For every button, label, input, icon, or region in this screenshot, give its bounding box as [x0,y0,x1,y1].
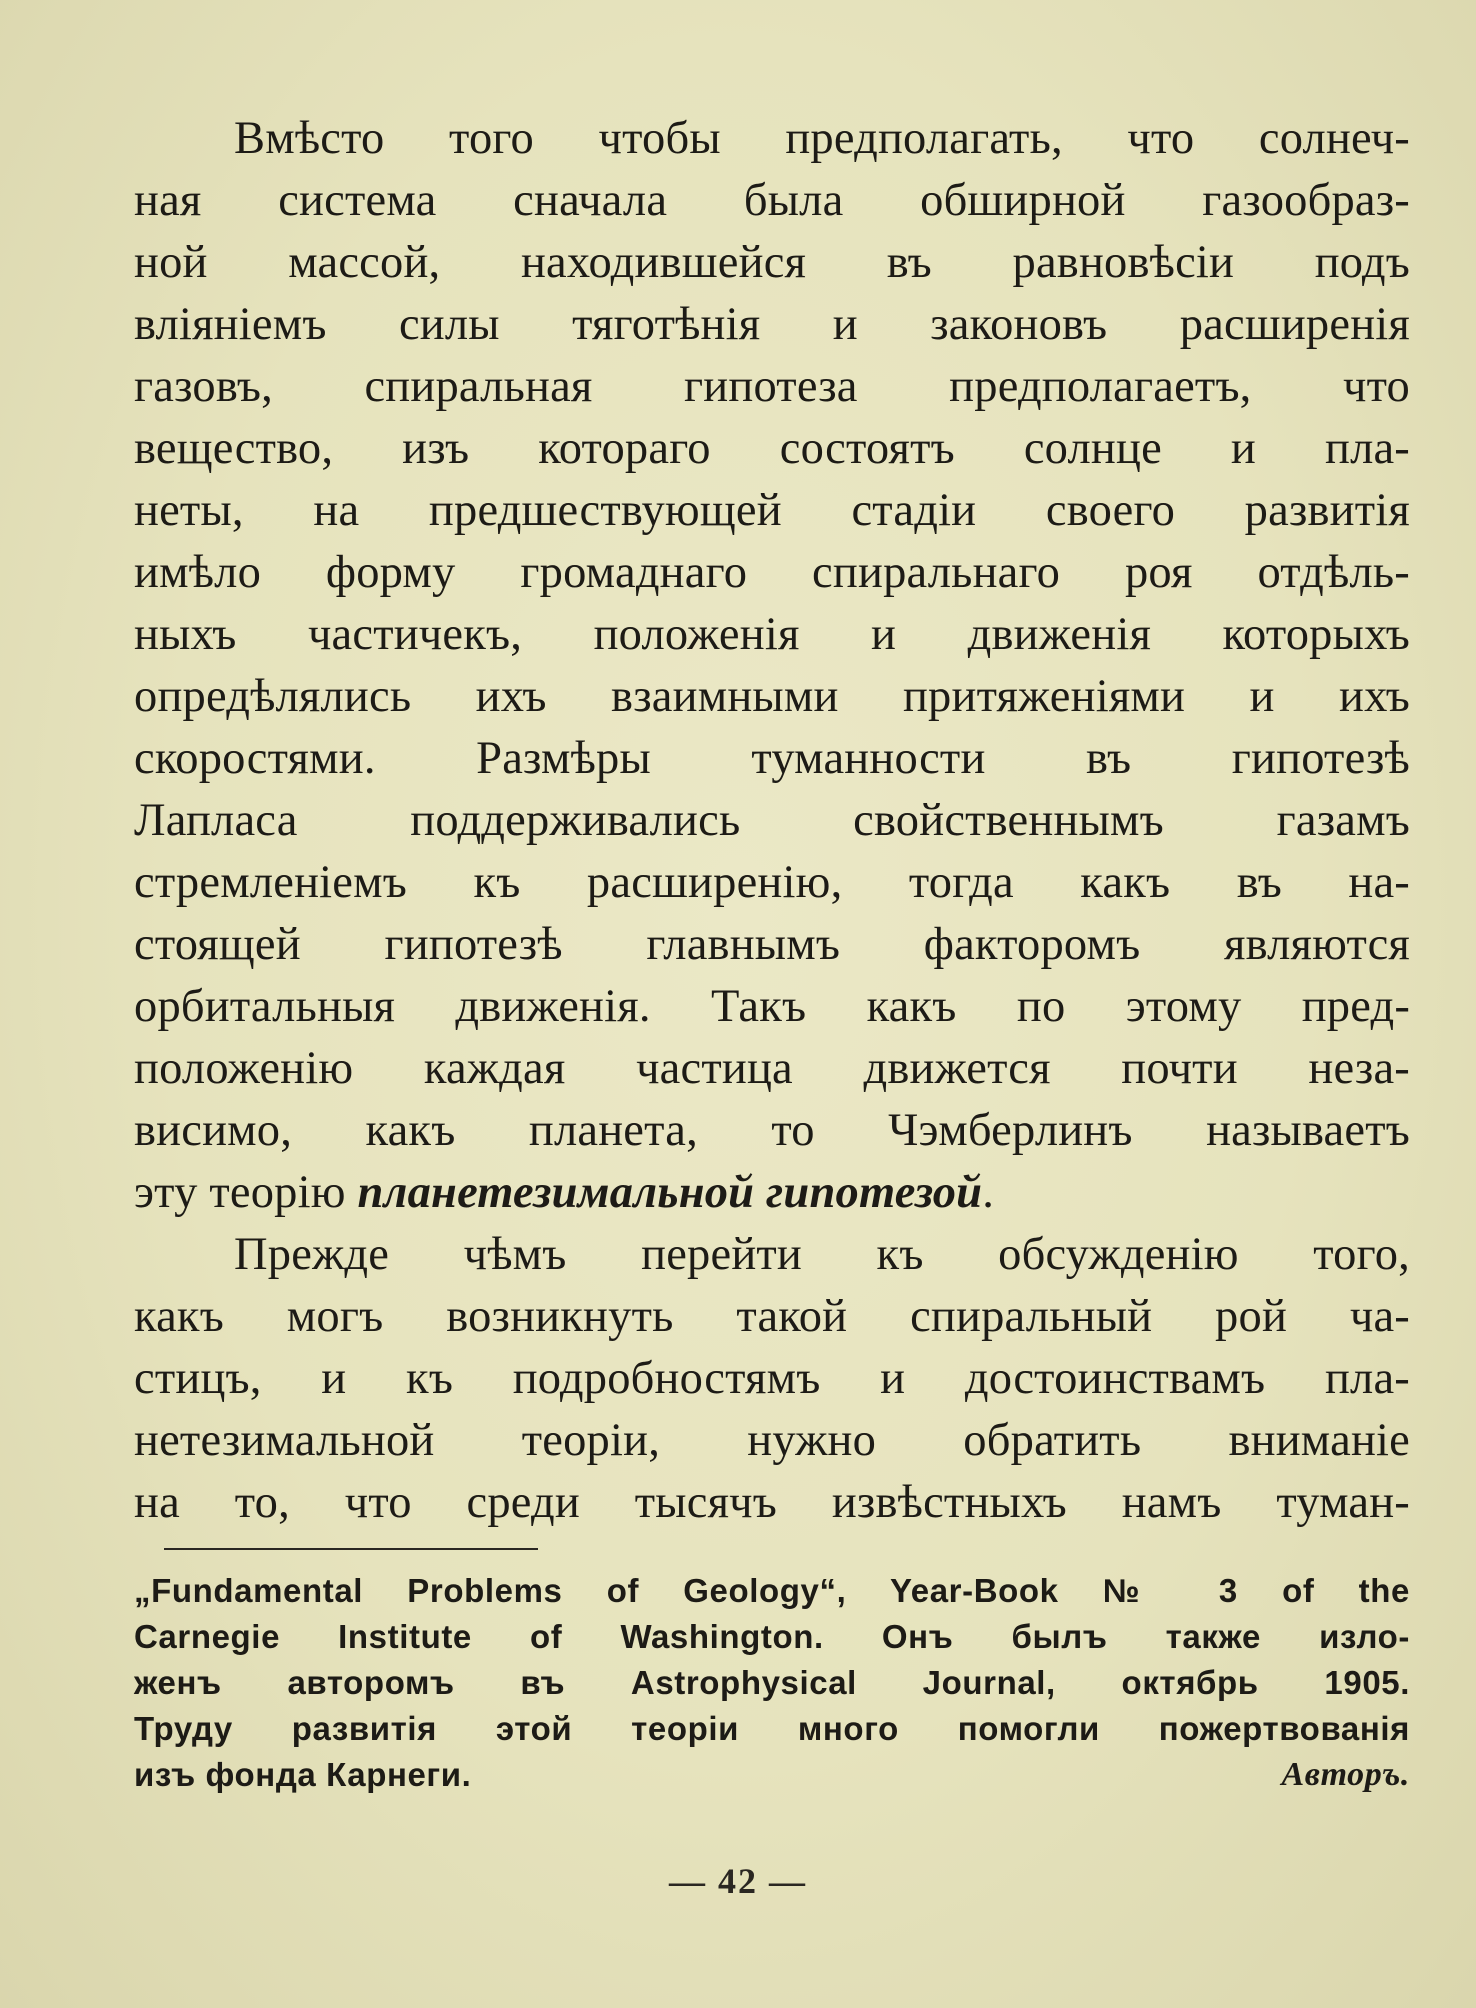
footnote-divider [164,1548,538,1550]
text-column [134,108,1410,1798]
text-line: орбитальныя движенія. Такъ какъ по этому пред- [134,981,1410,1032]
footnote-line: Труду развитія этой теоріи много помогли пожертвованія [134,1710,1410,1747]
text-line: нетезимальной теоріи, нужно обратить вниманіе [134,1415,1410,1466]
text-line: положенію каждая частица движется почти неза- [134,1043,1410,1094]
footnote-line: женъ авторомъ въ Astrophysical Journal, октябрь 1905. [134,1664,1410,1701]
text-prefix: эту теорію [134,1167,358,1218]
text-line: ныхъ частичекъ, положенія и движенія которыхъ [134,609,1410,660]
text-line: стицъ, и къ подробностямъ и достоинствамъ пла- [134,1353,1410,1404]
footnote-text: изъ фонда Карнеги. [134,1756,472,1793]
page-number: — 42 — [669,1861,807,1901]
paragraph-2 [134,1224,1410,1534]
emphasized-term: планетезимальной гипотезой [357,1167,983,1218]
text-line: газовъ, спиральная гипотеза предполагаетъ, что [134,361,1410,412]
footnote [134,1568,1410,1798]
footnote-line: Carnegie Institute of Washington. Онъ былъ также изло- [134,1618,1410,1655]
paragraph-1 [134,108,1410,1224]
text-line: ной массой, находившейся въ равновѣсіи подъ [134,237,1410,288]
text-line: стоящей гипотезѣ главнымъ факторомъ являются [134,919,1410,970]
text-line: Прежде чѣмъ перейти къ обсужденію того, [234,1229,1410,1280]
text-line: стремленіемъ къ расширенію, тогда какъ въ на- [134,857,1410,908]
text-line: опредѣлялись ихъ взаимными притяженіями и ихъ [134,671,1410,722]
text-line: вещество, изъ котораго состоятъ солнце и пла- [134,423,1410,474]
text-line: скоростями. Размѣры туманности въ гипотезѣ [134,733,1410,784]
text-suffix: . [982,1167,995,1218]
text-line: какъ могъ возникнуть такой спиральный рой ча- [134,1291,1410,1342]
text-line: вліяніемъ силы тяготѣнія и законовъ расширенія [134,299,1410,350]
text-line: неты, на предшествующей стадіи своего развитія [134,485,1410,536]
footnote-line: „Fundamental Problems of Geology“, Year-Book № 3 of the [134,1572,1410,1609]
footnote-line-last [134,1752,1410,1798]
text-line: висимо, какъ планета, то Чэмберлинъ называетъ [134,1105,1410,1156]
text-line: ная система сначала была обширной газообраз- [134,175,1410,226]
text-line: Вмѣсто того чтобы предполагать, что солнеч- [234,113,1410,164]
footnote-signature: Авторъ. [1281,1756,1410,1793]
text-line-last [134,1162,1410,1224]
text-line: имѣло форму громаднаго спиральнаго роя отдѣль- [134,547,1410,598]
text-line: на то, что среди тысячъ извѣстныхъ намъ туман- [134,1477,1410,1528]
text-line: Лапласа поддерживались свойственнымъ газамъ [134,795,1410,846]
